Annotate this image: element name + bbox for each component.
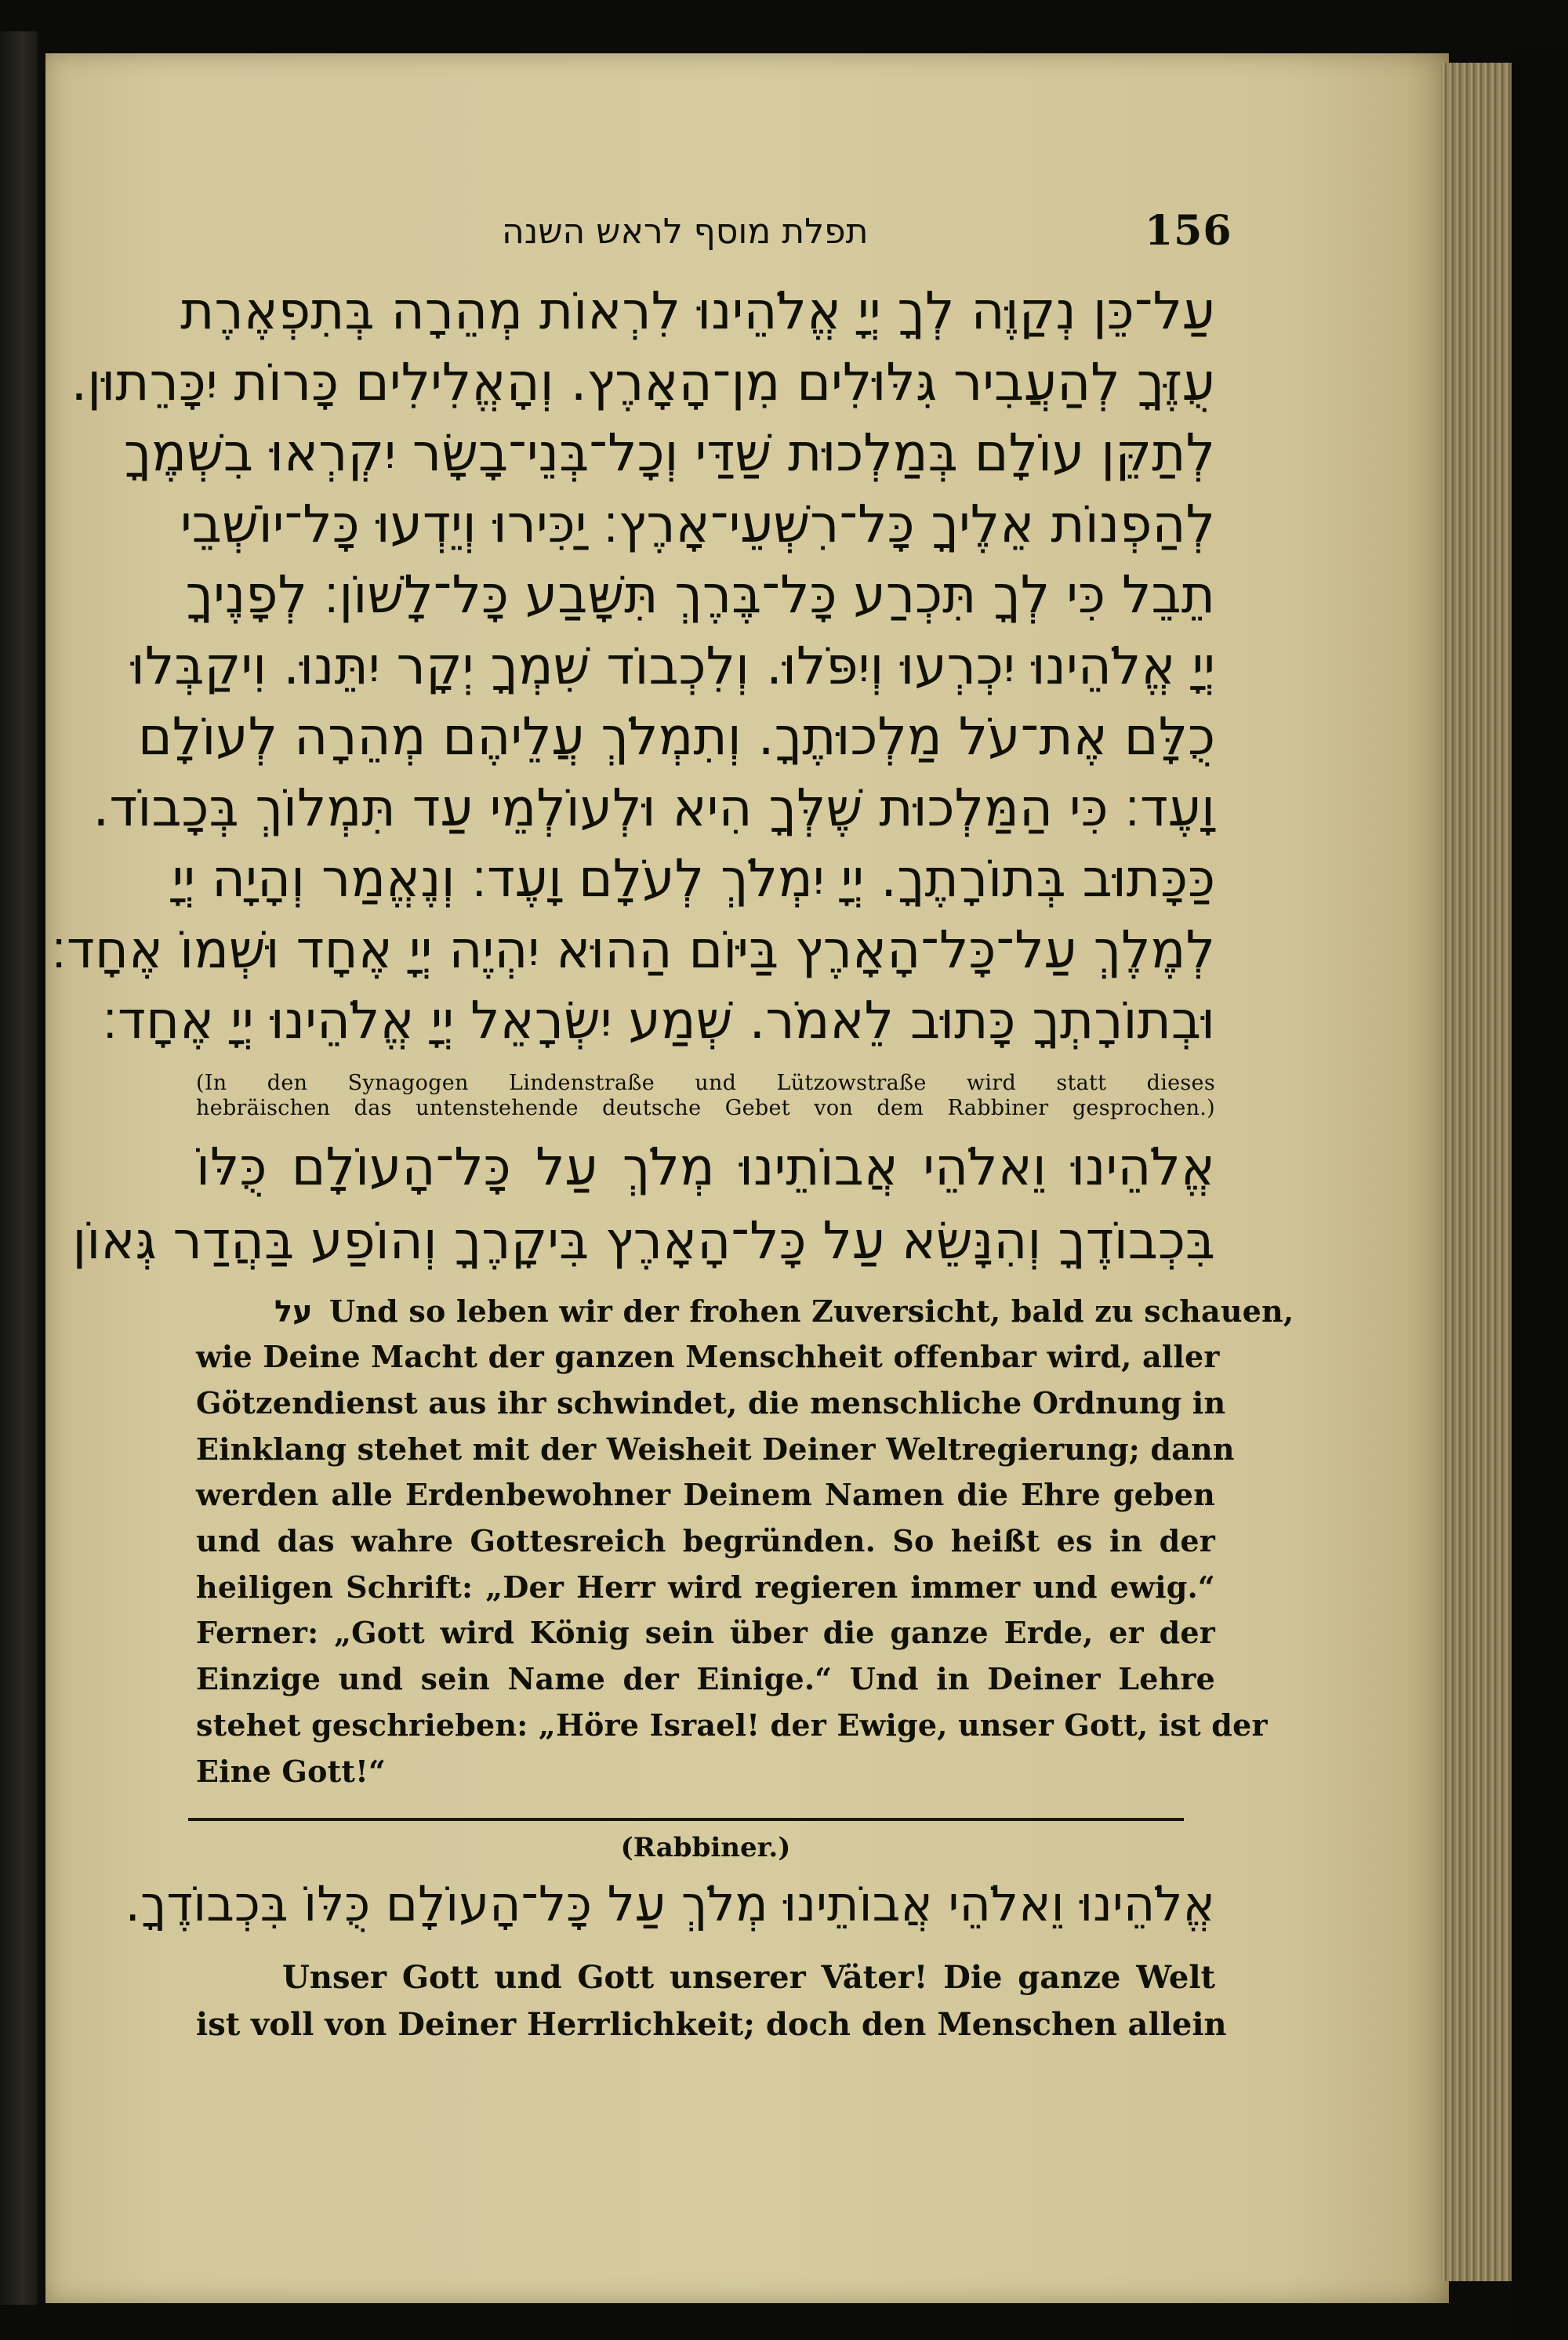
synagogue-note — [196, 1071, 1215, 1121]
hebrew-line: אֱלֹהֵינוּ וֵאלֹהֵי אֲבוֹתֵינוּ מְלֹךְ עַל כָּל־הָעוֹלָם כֻּלּוֹ — [196, 1136, 1215, 1197]
hebrew-line: בִּכְבוֹדֶךָ וְהִנָּשֵׂא עַל כָּל־הָאָרֶץ בִּיקָרֶךָ וְהוֹפַע בַּהֲדַר גְּאוֹן — [72, 1210, 1215, 1271]
running-title: תפלת מוסף לראש השנה — [502, 212, 869, 252]
german-line: stehet geschrieben: „Höre Israel! der Ewige, unser Gott, ist der — [196, 1707, 1268, 1743]
section-divider — [188, 1818, 1184, 1821]
german-line: Einzige und sein Name der Einige.“ Und in Deiner Lehre — [196, 1661, 1215, 1697]
hebrew-line: תֵבֵל כִּי לְךָ תִּכְרַע כָּל־בֶּרֶךְ תִּשָּׁבַע כָּל־לָשׁוֹן׃ לְפָנֶיךָ — [185, 564, 1215, 625]
german-line: heiligen Schrift: „Der Herr wird regieren immer und ewig.“ — [196, 1569, 1215, 1605]
hebrew-line: עֻזֶּךָ לְהַעֲבִיר גִּלּוּלִים מִן־הָאָרֶץ. וְהָאֱלִילִים כָּרוֹת יִכָּרֵתוּן. — [71, 351, 1215, 412]
hebrew-prayer-block — [51, 276, 1215, 1057]
page-number: 156 — [1145, 207, 1232, 255]
hebrew-line: לְתַקֵּן עוֹלָם בְּמַלְכוּת שַׁדַּי וְכָל־בְּנֵי־בָשָׂר יִקְרְאוּ בִשְׁמֶךָ — [123, 423, 1215, 483]
hebrew-line: לְהַפְנוֹת אֵלֶיךָ כָּל־רִשְׁעֵי־אָרֶץ׃ יַכִּירוּ וְיֵדְעוּ כָּל־יוֹשְׁבֵי — [180, 493, 1215, 554]
page-content — [51, 207, 1294, 2048]
hebrew-line: לְמֶלֶךְ עַל־כָּל־הָאָרֶץ בַּיּוֹם הַהוּא יִהְיֶה יְיָ אֶחָד וּשְׁמוֹ אֶחָד׃ — [51, 919, 1215, 980]
german-line: Einklang stehet mit der Weisheit Deiner Weltregierung; dann — [196, 1431, 1235, 1467]
german-line: ist voll von Deiner Herrlichkeit; doch den Menschen allein — [196, 2006, 1227, 2044]
page-fore-edge — [1441, 63, 1512, 2281]
german-line-text: Und so leben wir der frohen Zuversicht, bald zu schauen, — [329, 1293, 1294, 1329]
hebrew-line: עַל־כֵּן נְקַוֶּה לְךָ יְיָ אֱלֹהֵינוּ לִרְאוֹת מְהֵרָה בְּתִפְאֶרֶת — [180, 281, 1215, 341]
german-translation — [196, 1289, 1294, 1795]
page-header — [196, 207, 1232, 267]
hebrew-prayer-block-2 — [72, 1130, 1215, 1278]
rabbiner-label: (Rabbiner.) — [620, 1832, 791, 1864]
german-line — [196, 1289, 1294, 1335]
rabbiner-german-translation — [196, 1954, 1227, 2048]
hebrew-line: יְיָ אֱלֹהֵינוּ יִכְרְעוּ וְיִפֹּלוּ. וְלִכְבוֹד שִׁמְךָ יְקָר יִתֵּנוּ. וִיקַבְּלוּ — [130, 635, 1215, 696]
background-shadow — [1512, 47, 1568, 2340]
left-page-edge — [0, 31, 38, 2305]
german-line: Eine Gott!“ — [196, 1753, 387, 1789]
hebrew-cue-marker: על — [274, 1293, 313, 1329]
note-line: hebräischen das untenstehende deutsche Gebet von dem Rabbiner gesprochen.) — [196, 1095, 1215, 1120]
hebrew-line: כֻלָּם אֶת־עֹל מַלְכוּתֶךָ. וְתִמְלֹךְ עֲלֵיהֶם מְהֵרָה לְעוֹלָם — [138, 706, 1215, 767]
german-line: wie Deine Macht der ganzen Menschheit offenbar wird, aller — [196, 1339, 1220, 1375]
german-line: und das wahre Gottesreich begründen. So heißt es in der — [196, 1523, 1215, 1559]
note-line: (In den Synagogen Lindenstraße und Lützowstraße wird statt dieses — [196, 1070, 1215, 1095]
hebrew-line: וָעֶד׃ כִּי הַמַּלְכוּת שֶׁלְּךָ הִיא וּלְעוֹלְמֵי עַד תִּמְלוֹךְ בְּכָבוֹד. — [93, 777, 1215, 838]
german-line: Ferner: „Gott wird König sein über die ganze Erde, er der — [196, 1615, 1215, 1651]
german-line: Götzendienst aus ihr schwindet, die menschliche Ordnung in — [196, 1384, 1226, 1420]
hebrew-line: כַּכָּתוּב בְּתוֹרָתֶךָ. יְיָ יִמְלֹךְ לְעֹלָם וָעֶד׃ וְנֶאֱמַר וְהָיָה יְיָ — [172, 848, 1215, 909]
rabbiner-hebrew-line: אֱלֹהֵינוּ וֵאלֹהֵי אֲבוֹתֵינוּ מְלֹךְ עַל כָּל־הָעוֹלָם כֻּלּוֹ בִּכְבוֹדֶךָ. — [125, 1875, 1215, 1933]
hebrew-line: וּבְתוֹרָתְךָ כָּתוּב לֵאמֹר. שְׁמַע יִשְׂרָאֵל יְיָ אֱלֹהֵינוּ יְיָ אֶחָד׃ — [102, 990, 1215, 1050]
german-line: Unser Gott und Gott unserer Väter! Die ganze Welt — [282, 1959, 1215, 1997]
german-line: werden alle Erdenbewohner Deinem Namen die Ehre geben — [196, 1477, 1215, 1513]
